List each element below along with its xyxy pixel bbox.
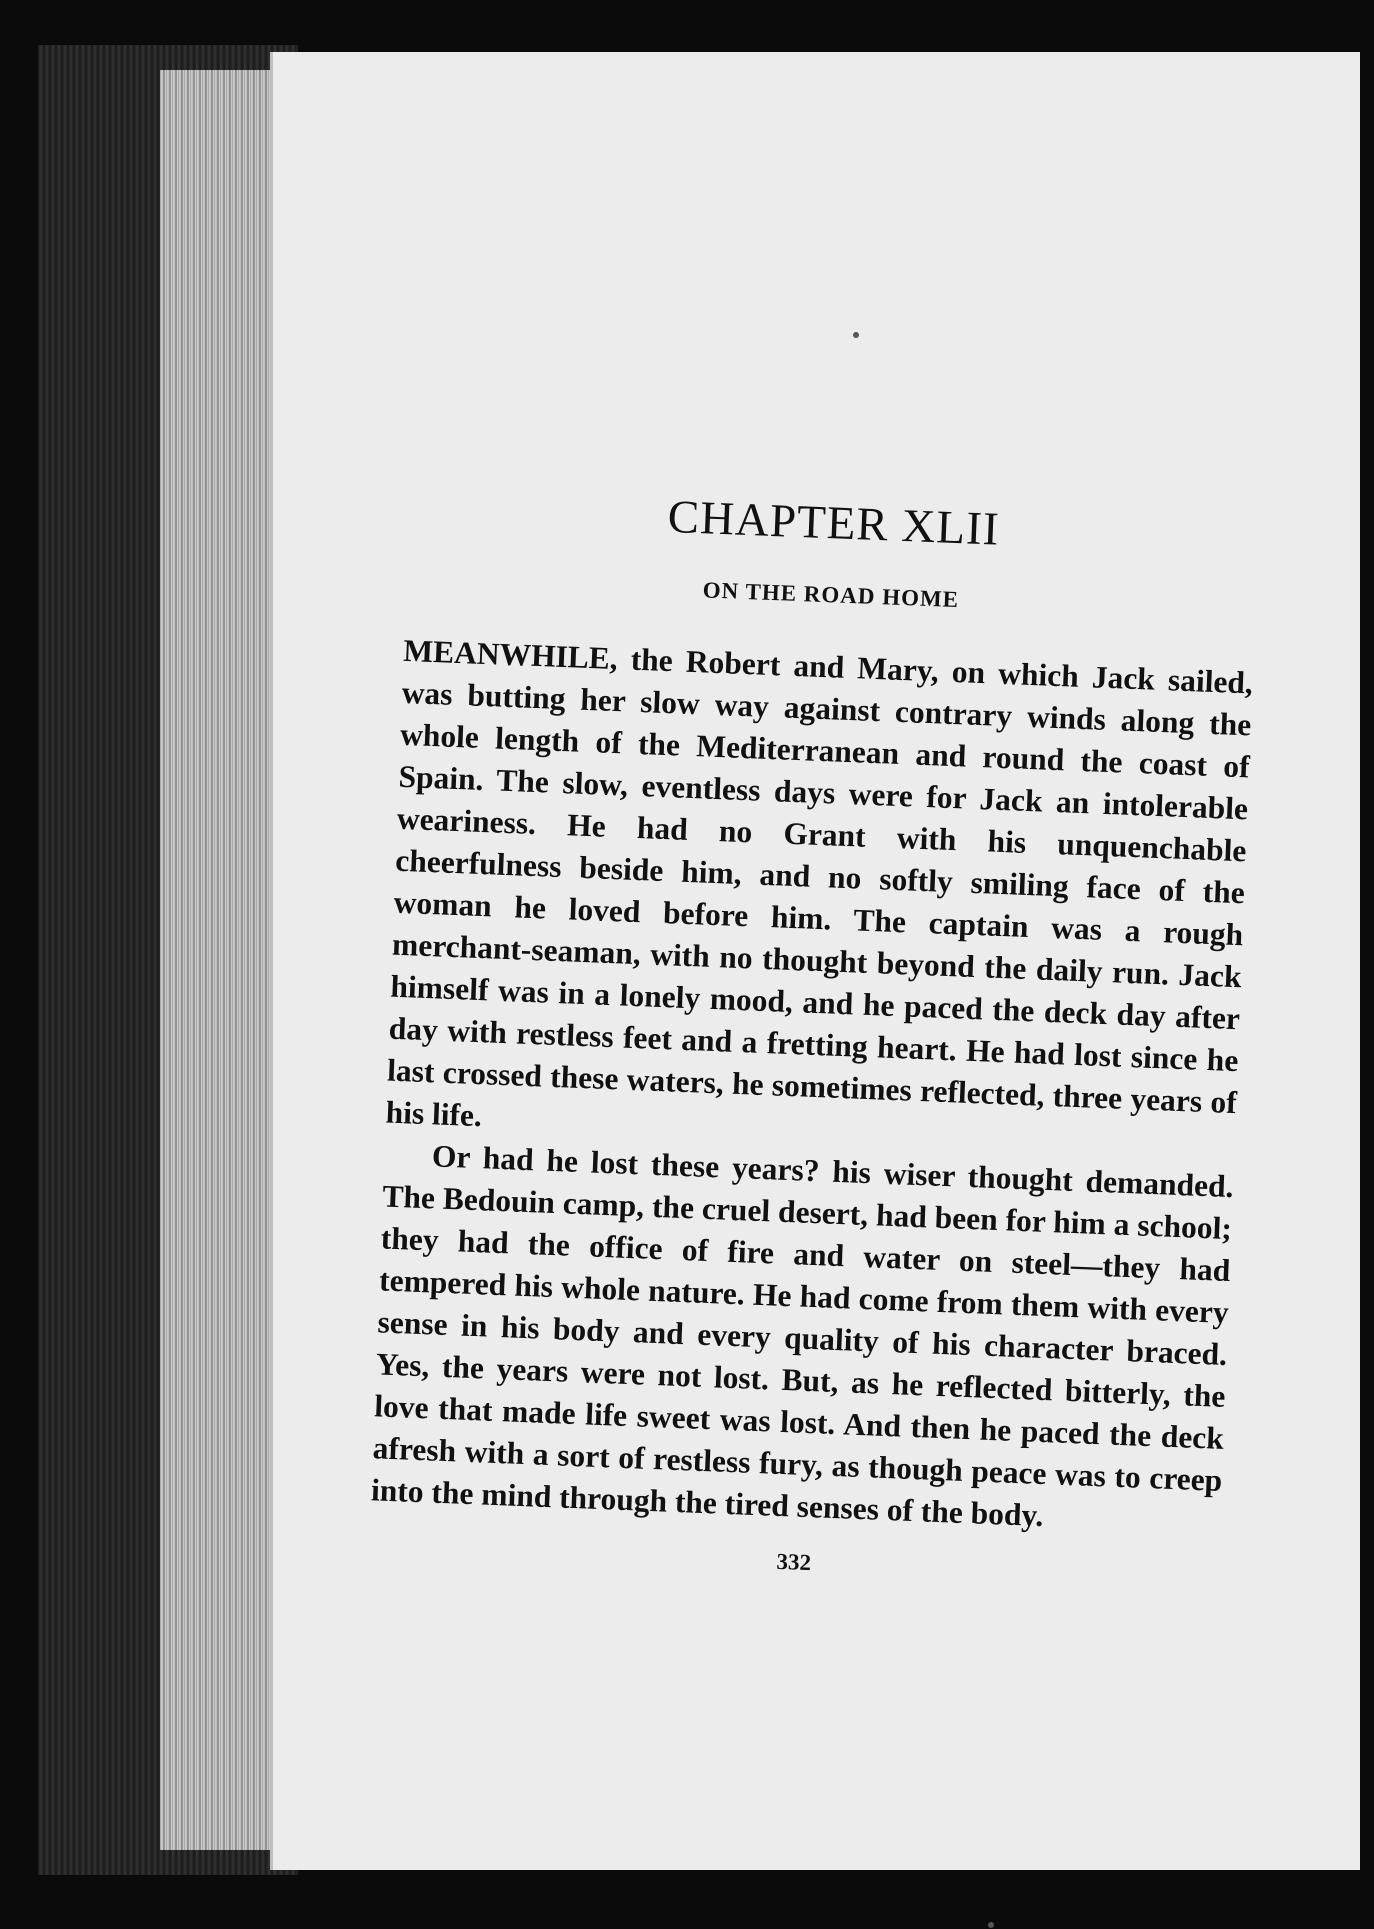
body-paragraph: Or had he lost these years? his wiser thought demanded. The Bedouin camp, the cruel desert, had been for him a school; they had the office of fire and water on steel—they had tempered his whole nature. He had come from them with every sense in his body and every quality of his character braced. Yes, the years were not lost. But, as he reflected bitterly, the love that made life sweet was lost. And then he paced the deck afresh with a sort of restless fury, as though peace was to creep into the mind through the tired senses of the body. <box>370 1138 1235 1534</box>
book-page-edges <box>160 70 280 1850</box>
dust-speck <box>853 332 859 338</box>
chapter-title: CHAPTER XLII <box>666 490 1001 556</box>
page-number: 332 <box>776 1548 812 1576</box>
scan-edge <box>1360 0 1374 1929</box>
page-text-block <box>364 480 1260 1722</box>
chapter-subtitle: ON THE ROAD HOME <box>702 577 960 613</box>
body-paragraph: MEANWHILE, the Robert and Mary, on which Jack sailed, was butting her slow way against contrary winds along the whole length of the Mediterranean and round the coast of Spain. The slow, eventless days were for Jack an intolerable weariness. He had no Grant with his unquenchable cheerfulness beside him, and no softly smiling face of the woman he loved before him. The captain was a rough merchant-seaman, with no thought beyond the daily run. Jack himself was in a lonely mood, and he paced the deck day after day with restless feet and a fretting heart. He had lost since he last crossed these waters, he sometimes reflected, three years of his life. <box>385 632 1254 1134</box>
dust-speck <box>988 1922 994 1928</box>
